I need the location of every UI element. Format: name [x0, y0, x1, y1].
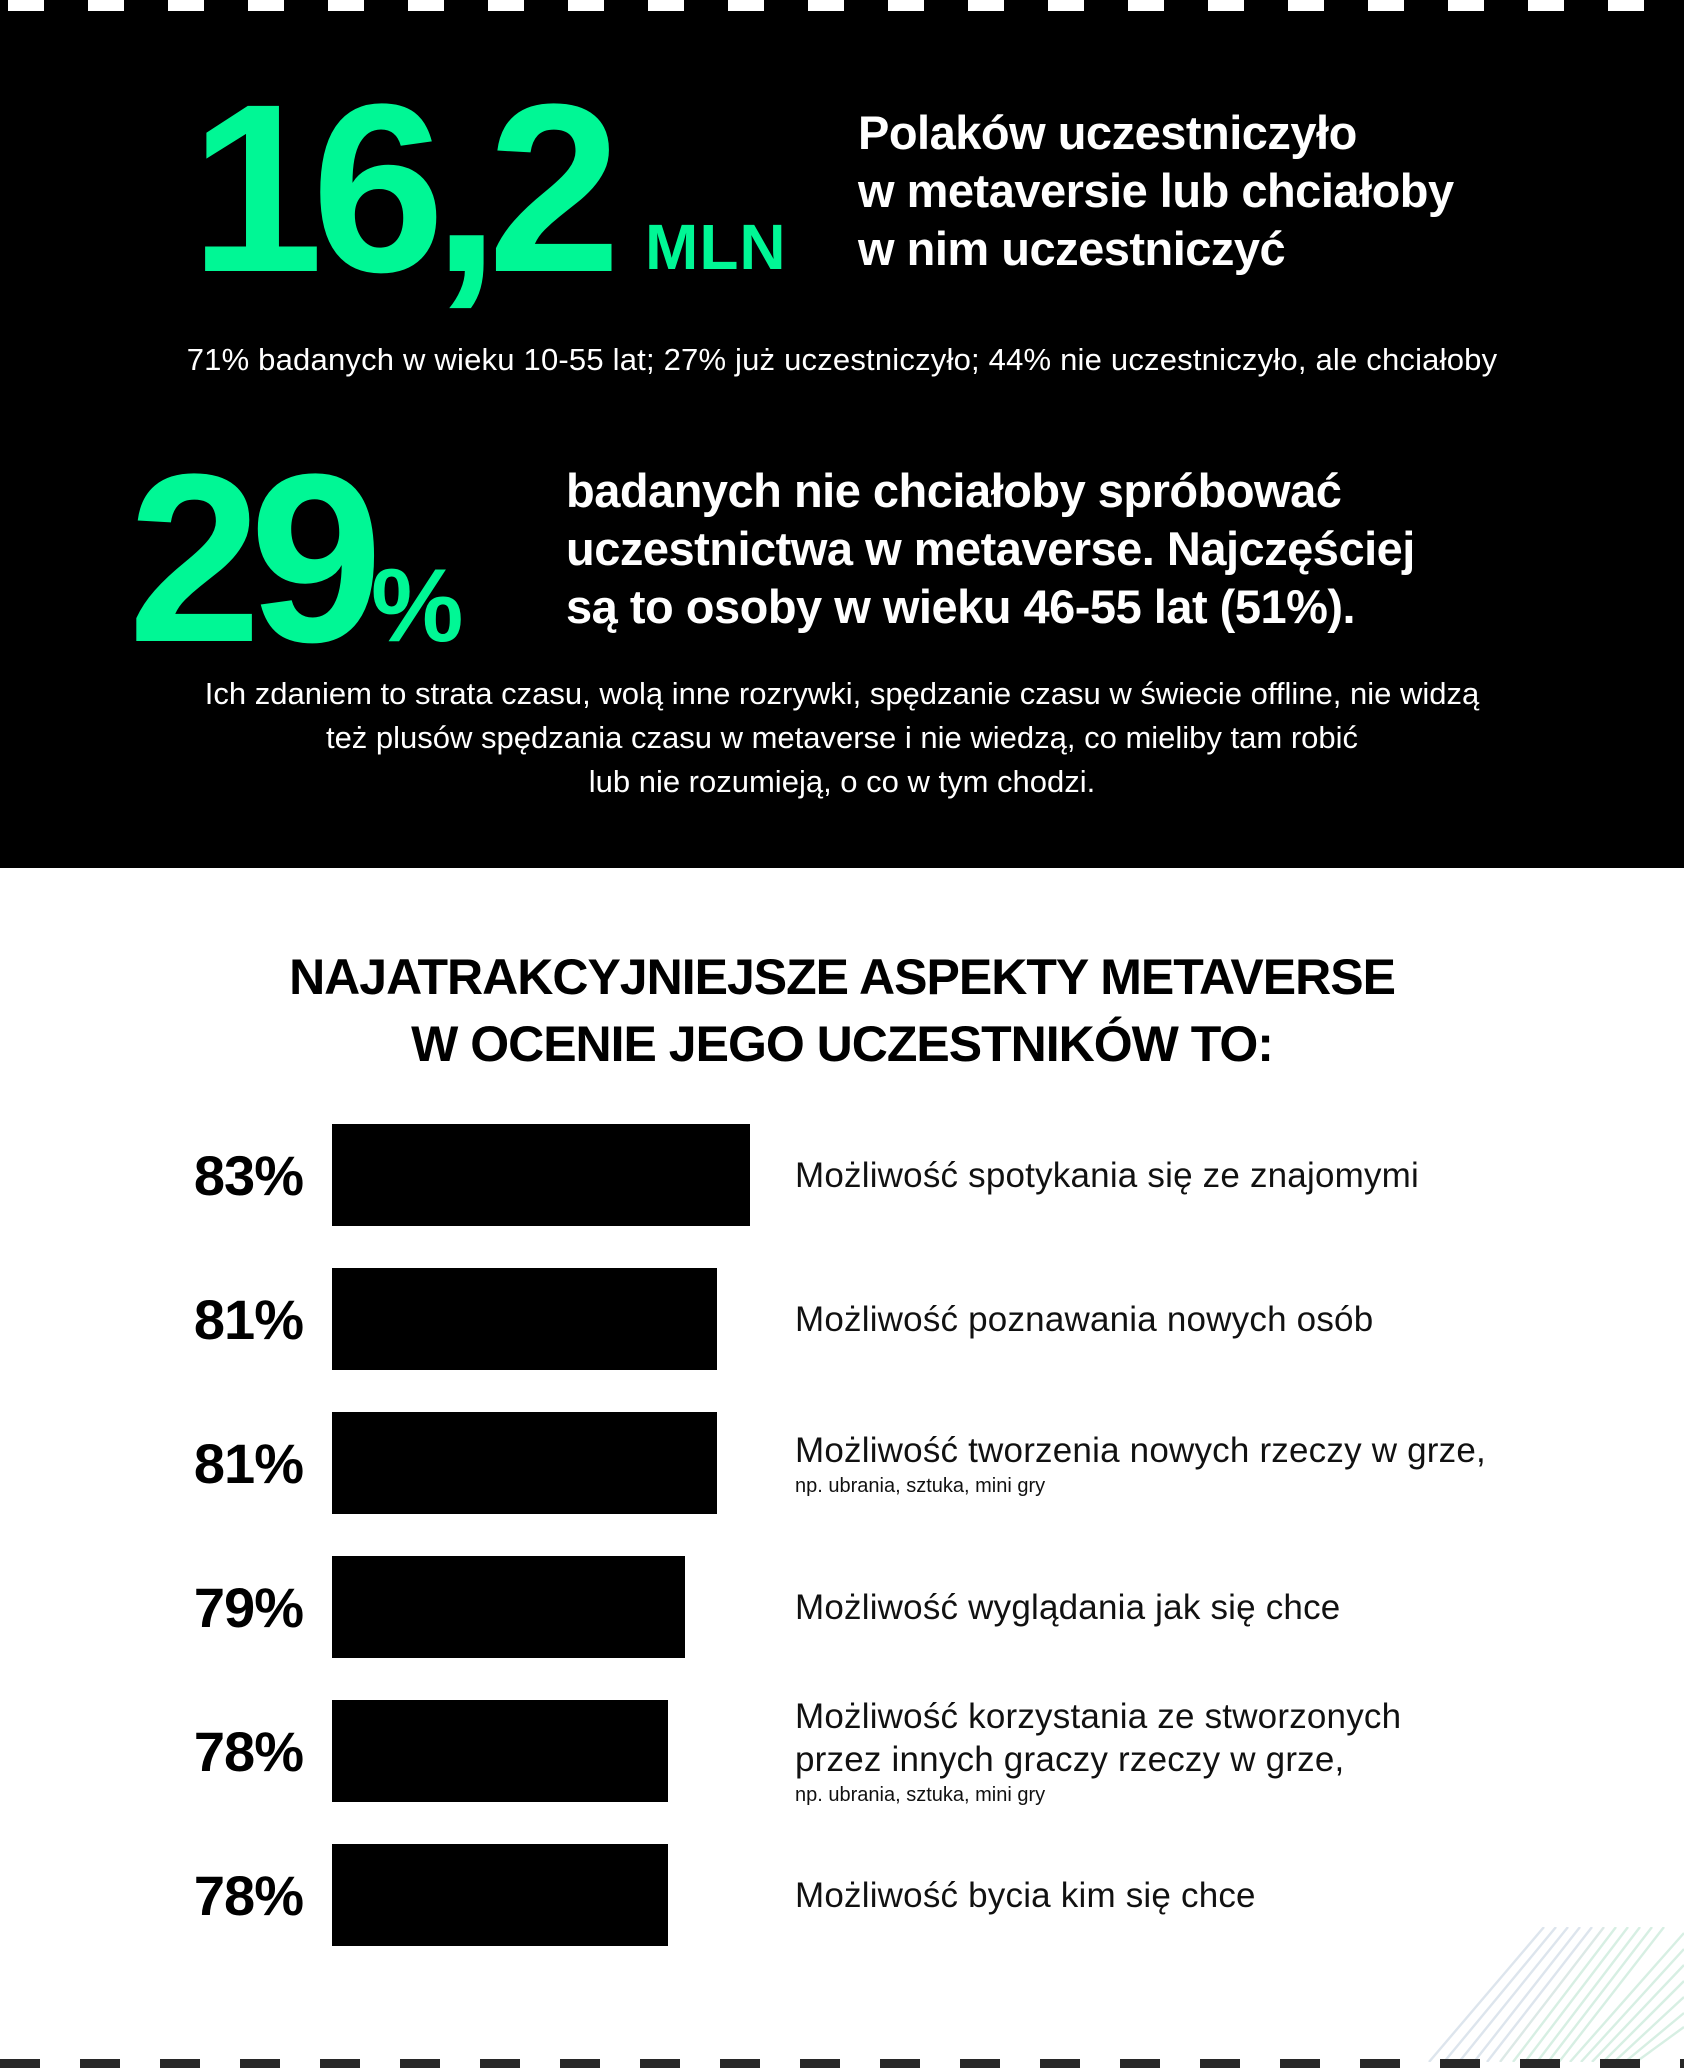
- stat1-line-2: w metaversie lub chciałoby: [858, 164, 1454, 217]
- chart-title-line-2: W OCENIE JEGO UCZESTNIKÓW TO:: [411, 1016, 1273, 1072]
- bottom-dashed-border: [0, 2059, 1684, 2068]
- bar-description-line: Możliwość bycia kim się chce: [795, 1875, 1256, 1915]
- stat1-subtext: 71% badanych w wieku 10-55 lat; 27% już uczestniczyło; 44% nie uczestniczyło, ale chciałoby: [186, 342, 1498, 377]
- bar-description: [795, 1556, 1340, 1658]
- bar-description-line: Możliwość spotykania się ze znajomymi: [795, 1155, 1420, 1195]
- stat2-line-2: uczestnictwa w metaverse. Najczęściej: [566, 522, 1415, 575]
- bar: [332, 1412, 717, 1514]
- bar-description-line: Możliwość wyglądania jak się chce: [795, 1587, 1341, 1627]
- stat2-paragraph: [0, 672, 1684, 804]
- bar-description-line: Możliwość poznawania nowych osób: [795, 1299, 1374, 1339]
- bar-description: [795, 1412, 1486, 1514]
- stat2-unit-percent: %: [370, 548, 464, 664]
- bar-row: [0, 1697, 1684, 1806]
- bar-row: [0, 1268, 1684, 1370]
- stat1-description: [858, 104, 1454, 278]
- decorative-fan-lines: [1424, 1927, 1684, 2062]
- stat2-line-1: badanych nie chciałoby spróbować: [566, 464, 1342, 517]
- bar-description: [795, 1844, 1256, 1946]
- bar-description-line: Możliwość tworzenia nowych rzeczy w grze,: [795, 1430, 1486, 1470]
- bar-value-label: 78%: [193, 1863, 303, 1927]
- bar-row: [0, 1124, 1684, 1226]
- bar-value-label: 81%: [193, 1431, 303, 1495]
- chart-title: [0, 944, 1684, 1078]
- bar: [332, 1700, 668, 1802]
- paragraph-line-2: też plusów spędzania czasu w metaverse i nie wiedzą, co mieliby tam robić: [325, 720, 1359, 755]
- bar-description-note: np. ubrania, sztuka, mini gry: [795, 1474, 1046, 1497]
- bar-description: [795, 1268, 1373, 1370]
- paragraph-line-3: lub nie rozumieją, o co w tym chodzi.: [588, 764, 1096, 799]
- bar-value-label: 78%: [193, 1719, 303, 1783]
- bar: [332, 1268, 717, 1370]
- stat2-value: 29: [128, 424, 371, 692]
- paragraph-line-1: Ich zdaniem to strata czasu, wolą inne rozrywki, spędzanie czasu w świecie offline, nie widzą: [204, 676, 1480, 711]
- stat1-unit-mln: MLN: [645, 211, 787, 283]
- stat1-big-number: 16,2: [190, 54, 610, 322]
- bar-description: [795, 1697, 1402, 1806]
- top-dashed-border: [0, 0, 1684, 11]
- stat1-line-1: Polaków uczestniczyło: [858, 106, 1357, 159]
- stat2-description: [566, 462, 1415, 636]
- bar-value-label: 81%: [193, 1287, 303, 1351]
- chart-title-line-1: NAJATRAKCYJNIEJSZE ASPEKTY METAVERSE: [289, 949, 1395, 1005]
- bar: [332, 1124, 750, 1226]
- stat2-big-number: [128, 424, 464, 692]
- bar-row: [0, 1412, 1684, 1514]
- bar-description-line: Możliwość korzystania ze stworzonych: [795, 1697, 1402, 1736]
- bar: [332, 1556, 685, 1658]
- bar: [332, 1844, 668, 1946]
- top-stats-panel: [0, 0, 1684, 868]
- bar-description-note: np. ubrania, sztuka, mini gry: [795, 1784, 1046, 1806]
- bar-description-line: przez innych graczy rzeczy w grze,: [795, 1740, 1345, 1779]
- stat2-line-3: są to osoby w wieku 46-55 lat (51%).: [566, 580, 1356, 633]
- bar-row: [0, 1556, 1684, 1658]
- bar-description: [795, 1124, 1419, 1226]
- bar-value-label: 79%: [193, 1575, 303, 1639]
- bar-value-label: 83%: [193, 1143, 303, 1207]
- stat1-line-3: w nim uczestniczyć: [858, 222, 1286, 275]
